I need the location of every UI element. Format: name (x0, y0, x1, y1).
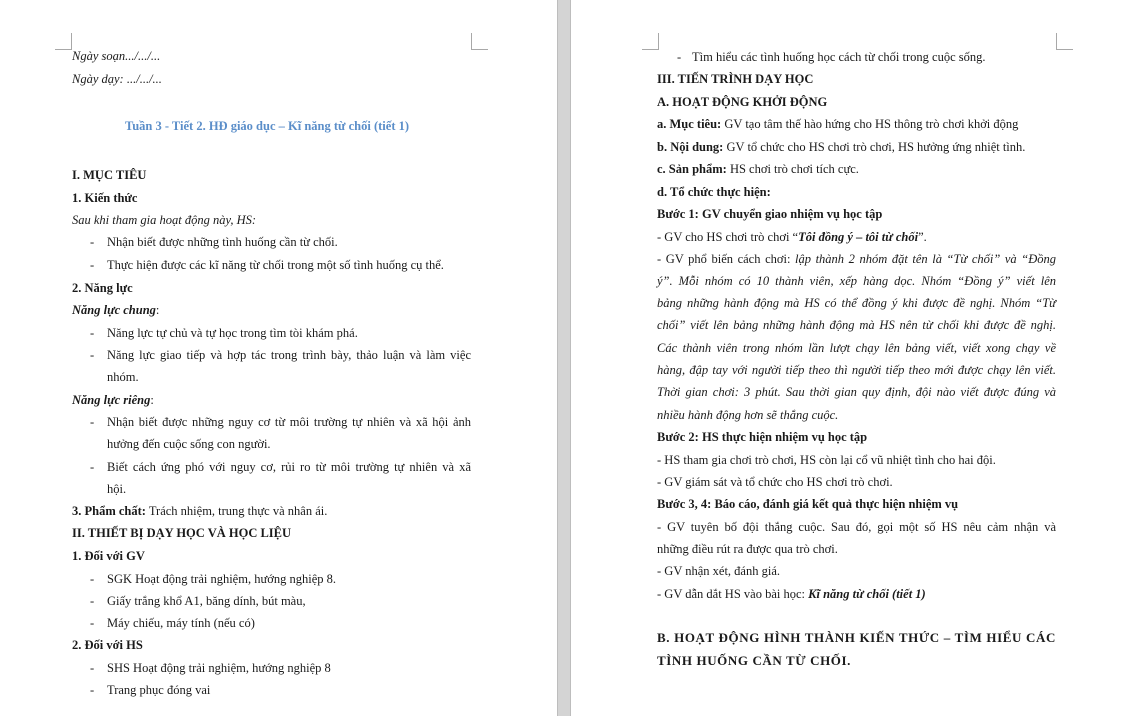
bullet-dash: - (90, 415, 95, 429)
date-prepare: Ngày soạn.../.../... (72, 49, 161, 63)
paragraph-line: - HS tham gia chơi trò chơi, HS còn lại cổ vũ nhiệt tình cho hai đội. (657, 453, 996, 467)
list-item: Thực hiện được các kĩ năng từ chối trong một số tình huống cụ thể. (107, 258, 444, 272)
bullet-dash: - (90, 616, 95, 630)
list-item: Năng lực giao tiếp và hợp tác trong trình bày, thảo luận và làm việc (107, 348, 471, 362)
rules-line: - GV phổ biến cách chơi: lập thành 2 nhóm đặt tên là “Từ chối” và “Đồng (657, 252, 1056, 266)
paragraph-line: - GV tuyên bố đội thắng cuộc. Sau đó, gọi một số HS nêu cảm nhận và (657, 520, 1056, 534)
list-item: Giấy trắng khổ A1, băng dính, bút màu, (107, 594, 306, 608)
section-heading: III. TIẾN TRÌNH DẠY HỌC (657, 72, 814, 86)
section-heading: A. HOẠT ĐỘNG KHỞI ĐỘNG (657, 95, 828, 109)
rules-line: nhiều hành động hơn sẽ thắng cuộc. (657, 408, 839, 422)
ability-specific-heading: Năng lực riêng: (72, 393, 154, 407)
lesson-title: Tuần 3 - Tiết 2. HĐ giáo dục – Kĩ năng từ chối (tiết 1) (125, 119, 410, 133)
list-item: Máy chiếu, máy tính (nếu có) (107, 616, 255, 630)
document-page-right (571, 0, 1135, 716)
margin-corner-marker (471, 33, 488, 50)
subsection-heading: 1. Kiến thức (72, 191, 138, 205)
rules-line: Các thành viên trong nhóm lần lượt chạy lên bảng viết, viết xong chạy về (657, 341, 1056, 355)
list-item-continued: nhóm. (107, 370, 139, 384)
list-item: Tìm hiểu các tình huống học cách từ chối trong cuộc sống. (692, 50, 986, 64)
bullet-dash: - (90, 594, 95, 608)
rules-line: ý”. Mỗi nhóm có 10 thành viên, xếp hàng dọc. Nhóm “Đồng ý” viết lên (657, 274, 1056, 288)
subsection-heading: 1. Đối với GV (72, 549, 145, 563)
section-heading: I. MỤC TIÊU (72, 168, 147, 182)
subsection-heading: 2. Đối với HS (72, 638, 143, 652)
paragraph-line: - GV giám sát và tổ chức cho HS chơi trò chơi. (657, 475, 893, 489)
game-intro-line: - GV cho HS chơi trò chơi “Tôi đồng ý – tôi từ chối”. (657, 230, 927, 244)
date-teach: Ngày dạy: .../.../... (72, 72, 162, 86)
margin-corner-marker (642, 33, 659, 50)
paragraph-line: - GV nhận xét, đánh giá. (657, 564, 781, 578)
objective-line: a. Mục tiêu: GV tạo tâm thế hào hứng cho HS thông trò chơi khởi động (657, 117, 1019, 131)
rules-line: Thời gian chơi: 3 phút. Sau thời gian quy định, đội nào viết được đúng và (657, 385, 1056, 399)
bullet-dash: - (90, 348, 95, 362)
step-heading: Bước 1: GV chuyển giao nhiệm vụ học tập (657, 207, 883, 221)
list-item: SHS Hoạt động trải nghiệm, hướng nghiệp 8 (107, 661, 331, 675)
bullet-dash: - (90, 235, 95, 249)
list-item: SGK Hoạt động trải nghiệm, hướng nghiệp 8. (107, 572, 336, 586)
subsection-heading: 2. Năng lực (72, 281, 133, 295)
qualities-line: 3. Phẩm chất: Trách nhiệm, trung thực và nhân ái. (72, 504, 328, 518)
paragraph-line: những điều rút ra được qua trò chơi. (657, 542, 838, 556)
list-item: Năng lực tự chủ và tự học trong tìm tòi khám phá. (107, 326, 358, 340)
page-gutter (557, 0, 571, 716)
lesson-lead-line: - GV dẫn dắt HS vào bài học: Kĩ năng từ chối (tiết 1) (657, 587, 926, 601)
margin-corner-marker (55, 33, 72, 50)
bullet-dash: - (90, 326, 95, 340)
step-heading: Bước 2: HS thực hiện nhiệm vụ học tập (657, 430, 868, 444)
content-line: b. Nội dung: GV tổ chức cho HS chơi trò chơi, HS hưởng ứng nhiệt tình. (657, 140, 1026, 154)
intro-text: Sau khi tham gia hoạt động này, HS: (72, 213, 257, 227)
list-item: Trang phục đóng vai (107, 683, 211, 697)
organization-heading: d. Tổ chức thực hiện: (657, 185, 771, 199)
ability-general-heading: Năng lực chung: (72, 303, 160, 317)
rules-line: hàng, đập tay với người tiếp theo thì người tiếp theo mới được chạy lên viết. (657, 363, 1056, 377)
section-heading: B. HOẠT ĐỘNG HÌNH THÀNH KIẾN THỨC – TÌM HIỂU CÁC (657, 630, 1056, 645)
rules-line: bảng những hành động mà HS có thể đồng ý khi được đề nghị. Nhóm “Từ (657, 296, 1056, 310)
margin-corner-marker (1056, 33, 1073, 50)
list-item: Nhận biết được những nguy cơ từ môi trường tự nhiên và xã hội ảnh (107, 415, 471, 429)
bullet-dash: - (677, 50, 682, 64)
list-item: Biết cách ứng phó với nguy cơ, rủi ro từ môi trường tự nhiên và xã (107, 460, 471, 474)
section-heading: II. THIẾT BỊ DẠY HỌC VÀ HỌC LIỆU (72, 526, 292, 540)
bullet-dash: - (90, 258, 95, 272)
bullet-dash: - (90, 572, 95, 586)
product-line: c. Sản phẩm: HS chơi trò chơi tích cực. (657, 162, 859, 176)
rules-line: chối” viết lên bảng những hành động mà HS nên từ chối khi được đề nghị. (657, 318, 1056, 332)
step-heading: Bước 3, 4: Báo cáo, đánh giá kết quả thực hiện nhiệm vụ (657, 497, 959, 511)
document-page-left (0, 0, 557, 716)
list-item-continued: hưởng đến cuộc sống con người. (107, 437, 271, 451)
bullet-dash: - (90, 661, 95, 675)
bullet-dash: - (90, 460, 95, 474)
list-item-continued: hội. (107, 482, 127, 496)
section-heading-continued: TÌNH HUỐNG CẦN TỪ CHỐI. (657, 653, 852, 668)
bullet-dash: - (90, 683, 95, 697)
list-item: Nhận biết được những tình huống cần từ chối. (107, 235, 338, 249)
